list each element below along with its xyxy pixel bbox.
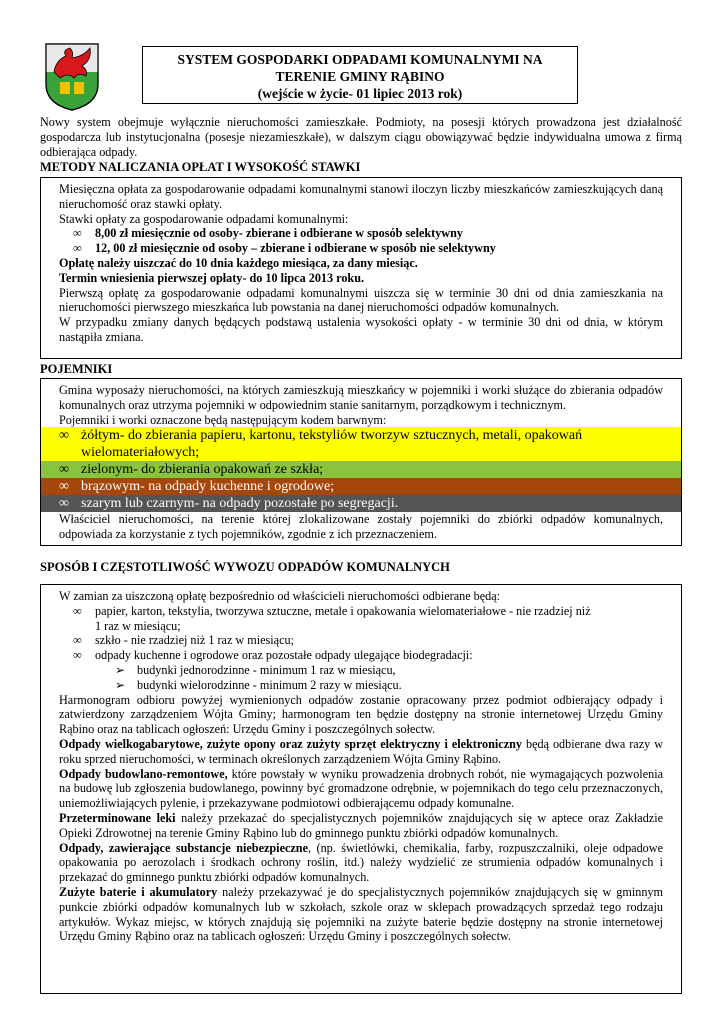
color-code-item	[41, 427, 681, 461]
color-code-list	[59, 427, 663, 512]
color-code-text: szarym lub czarnym- na odpady pozostałe po segregacji.	[81, 496, 399, 512]
title-line-1: SYSTEM GOSPODARKI ODPADAMI KOMUNALNYMI NA	[177, 52, 543, 67]
rates-p4: W przypadku zmiany danych będących podstawą ustalenia wysokości opłaty - w terminie 30 dni od dnia, w którym nastąpiła zmiana.	[59, 315, 663, 344]
gmina-crest-logo	[44, 42, 100, 112]
rates-p2: Stawki opłaty za gospodarowanie odpadami komunalnymi:	[59, 211, 349, 226]
infinity-bullet-icon: ∞	[59, 428, 69, 444]
payment-deadline: Opłatę należy uiszczać do 10 dnia każdego miesiąca, za dany miesiąc.	[59, 255, 418, 270]
intro-paragraph: Nowy system obejmuje wyłącznie nieruchomości zamieszkałe. Podmioty, na posesji których prowadzona jest działalność gospodarcza lub instytucjonalna (posesje niezamieszkałe), w dalszym ciągu obowiązywać będzie indywidualna umowa z firmą odbierająca odpady.	[40, 115, 682, 159]
infinity-bullet-icon: ∞	[73, 241, 82, 256]
rate-nonselective: 12, 00 zł miesięcznie od osoby – zbierane i odbierane w sposób nie selektywny	[95, 241, 496, 256]
infinity-bullet-icon: ∞	[73, 226, 82, 241]
collection-box	[40, 584, 682, 994]
infinity-bullet-icon: ∞	[73, 648, 82, 663]
collection-sub-single: budynki jednorodzinne - minimum 1 raz w miesiącu,	[137, 662, 396, 677]
collection-p2: Harmonogram odbioru powyżej wymienionych odpadów zostanie opracowany przez podmiot odbierający odpady i zatwierdzony zarządzeniem Wójta Gminy; harmonogram ten będzie dostępny na stronie internetowej Urzędu Gminy Rąbino oraz na tablicach ogłoszeń: Urzędu Gminy i poszczególnych sołectw.	[59, 692, 663, 737]
infinity-bullet-icon: ∞	[59, 462, 69, 478]
infinity-bullet-icon: ∞	[59, 479, 69, 495]
title-box	[142, 46, 578, 104]
infinity-bullet-icon: ∞	[73, 633, 82, 648]
collection-p3: Odpady wielkogabarytowe, zużyte opony oraz zużyty sprzęt elektryczny i elektroniczny będą odbierane dwa razy w roku sprzed nieruchomości, w terminach określonych zarządzeniem Wójta Gminy Rąbino.	[59, 736, 663, 766]
section-heading-collection: SPOSÓB I CZĘSTOTLIWOŚĆ WYWOZU ODPADÓW KOMUNALNYCH	[40, 560, 450, 574]
rate-selective: 8,00 zł miesięcznie od osoby- zbierane i odbierane w sposób selektywny	[95, 226, 463, 241]
section-heading-containers: POJEMNIKI	[40, 362, 113, 376]
rates-box	[40, 177, 682, 359]
first-payment-deadline: Termin wniesienia pierwszej opłaty- do 10 lipca 2013 roku.	[59, 270, 365, 285]
arrow-bullet-icon: ➢	[115, 662, 126, 677]
color-code-item	[41, 478, 681, 495]
color-code-text: żółtym- do zbierania papieru, kartonu, tekstyliów tworzyw sztucznych, metali, opakowań wielomateriałowych;	[81, 428, 583, 461]
containers-box	[40, 378, 682, 546]
title-line-2: TERENIE GMINY RĄBINO	[275, 69, 445, 84]
collection-sub-multi: budynki wielorodzinne - minimum 2 razy w miesiącu.	[137, 677, 402, 692]
rates-p3: Pierwszą opłatę za gospodarowanie odpadami komunalnymi uiszcza się w terminie 30 dni od dnia zamieszkania na nieruchomości pierwszego mieszkańca lub powstania na danej nieruchomości odpadów komunalnych.	[59, 285, 663, 315]
collection-item-paper: papier, karton, tekstylia, tworzywa sztuczne, metale i opakowania wielomateriałowe - nie rzadziej niż 1 raz w miesiącu;	[95, 603, 591, 633]
collection-p5: Przeterminowane leki należy przekazać do specjalistycznych pojemników znajdujących się w aptece oraz Zakładzie Opieki Zdrowotnej na terenie Gminy Rąbino lub do gminnego punktu zbiórki odpadów komunalnych.	[59, 810, 663, 840]
color-code-item	[41, 461, 681, 478]
infinity-bullet-icon: ∞	[73, 603, 82, 618]
arrow-bullet-icon: ➢	[115, 677, 126, 692]
infinity-bullet-icon: ∞	[59, 496, 69, 512]
collection-p7: Zużyte baterie i akumulatory należy przekazywać je do specjalistycznych pojemników znajdujących się w gminnym punkcie zbiórki odpadów komunalnych lub w szkołach, szkole oraz w sklepach prowadzących sprzedaż tego rodzaju artykułów. Wykaz miejsc, w których znajdują się pojemniki na zużyte baterie będzie dostępny na stronie internetowej Urzędu Gminy Rąbino oraz na tablicach ogłoszeń: Urzędu Gminy i poszczególnych sołectw.	[59, 884, 663, 944]
color-code-text: brązowym- na odpady kuchenne i ogrodowe;	[81, 479, 335, 495]
collection-p4: Odpady budowlano-remontowe, które powstały w wyniku prowadzenia drobnych robót, nie wymagających pozwolenia na budowę lub zgłoszenia budowlanego, powinny być gromadzone odrębnie, w pojemnikach do tego celu przeznaczonych, uniemożliwiających pylenie, i przekazywane podmiotowi odbierającemu odpady komunalne.	[59, 766, 663, 811]
collection-p1: W zamian za uiszczoną opłatę bezpośrednio od właścicieli nieruchomości odbierane będą:	[59, 589, 501, 603]
color-code-item	[41, 495, 681, 512]
rates-p1: Miesięczna opłata za gospodarowanie odpadami komunalnymi stanowi iloczyn liczby mieszkańców zamieszkujących daną nieruchomość oraz stawki opłaty.	[59, 182, 663, 211]
collection-item-bio: odpady kuchenne i ogrodowe oraz pozostałe odpady ulegające biodegradacji:	[95, 648, 473, 663]
collection-item-glass: szkło - nie rzadziej niż 1 raz w miesiącu;	[95, 633, 294, 648]
containers-p1: Gmina wyposaży nieruchomości, na których zamieszkują mieszkańcy w pojemniki i worki służące do zbierania odpadów komunalnych oraz utrzyma pojemniki w odpowiednim stanie sanitarnym, porządkowym i technicznym.	[59, 383, 663, 412]
section-heading-rates: METODY NALICZANIA OPŁAT I WYSOKOŚĆ STAWKI	[40, 160, 361, 174]
containers-p3: Właściciel nieruchomości, na terenie której zlokalizowane zostały pojemniki do zbiórki odpadów komunalnych, odpowiada za korzystanie z tych pojemników, zgodnie z ich przeznaczeniem.	[59, 512, 663, 542]
containers-p2: Pojemniki i worki oznaczone będą następującym kodem barwnym:	[59, 412, 387, 427]
title-line-3: (wejście w życie- 01 lipiec 2013 rok)	[257, 86, 463, 101]
color-code-text: zielonym- do zbierania opakowań ze szkła;	[81, 462, 324, 478]
collection-p6: Odpady, zawierające substancje niebezpieczne, (np. świetlówki, chemikalia, farby, rozpuszczalniki, oleje odpadowe opakowania po aerozolach i środkach ochrony roślin, itd.) należy wydzielić ze strumienia odpadów komunalnych i przekazać do gminnego punktu zbiórki odpadów komunalnych.	[59, 840, 663, 885]
